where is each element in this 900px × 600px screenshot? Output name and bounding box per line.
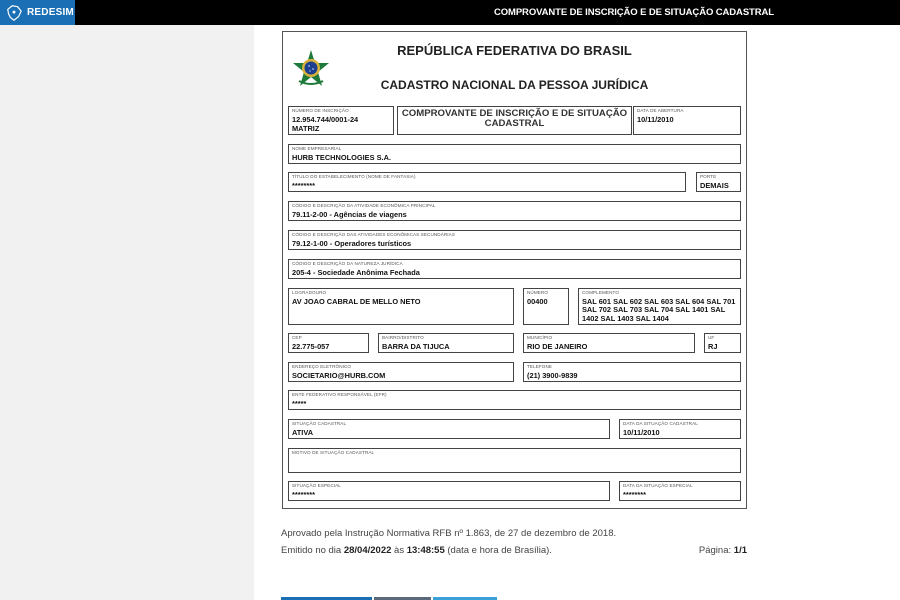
field-numero-inscricao: NÚMERO DE INSCRIÇÃO 12.954.744/0001-24 MATRIZ (288, 106, 394, 135)
field-natureza-juridica: CÓDIGO E DESCRIÇÃO DA NATUREZA JURÍDICA 205-4 - Sociedade Anônima Fechada (288, 259, 741, 279)
field-uf: UF RJ (704, 333, 741, 353)
top-bar (0, 0, 900, 25)
emitted-time: 13:48:55 (406, 545, 445, 556)
page-indicator: Página: 1/1 (698, 545, 747, 556)
field-situacao-cadastral: SITUAÇÃO CADASTRAL ATIVA (288, 419, 610, 439)
redesim-logo[interactable] (0, 0, 75, 25)
field-numero: NÚMERO 00400 (523, 288, 569, 325)
field-atividades-secundarias: CÓDIGO E DESCRIÇÃO DAS ATIVIDADES ECONÔMICAS SECUNDÁRIAS 79.12-1-00 - Operadores turísticos (288, 230, 741, 250)
field-data-situacao-especial: DATA DA SITUAÇÃO ESPECIAL ******** (619, 481, 741, 501)
heading-republic: REPÚBLICA FEDERATIVA DO BRASIL (397, 43, 632, 58)
field-nome-empresarial: NOME EMPRESARIAL HURB TECHNOLOGIES S.A. (288, 144, 741, 164)
field-complemento: COMPLEMENTO SAL 601 SAL 602 SAL 603 SAL 604 SAL 701 SAL 702 SAL 703 SAL 704 SAL 1401 SAL 1402 SAL 1403 SAL 1404 (578, 288, 741, 325)
field-cep: CEP 22.775-057 (288, 333, 369, 353)
emitted-date: 28/04/2022 (343, 545, 392, 556)
emitted-note: Emitido no dia 28/04/2022 às 13:48:55 (data e hora de Brasília). (281, 545, 552, 556)
field-titulo-estabelecimento: TÍTULO DO ESTABELECIMENTO (NOME DE FANTASIA) ******** (288, 172, 686, 192)
field-email: ENDEREÇO ELETRÔNICO SOCIETARIO@HURB.COM (288, 362, 514, 382)
field-situacao-especial: SITUAÇÃO ESPECIAL ******** (288, 481, 610, 501)
field-efr: ENTE FEDERATIVO RESPONSÁVEL (EFR) ***** (288, 390, 741, 410)
field-data-situacao-cadastral: DATA DA SITUAÇÃO CADASTRAL 10/11/2010 (619, 419, 741, 439)
heading-cnpj: CADASTRO NACIONAL DA PESSOA JURÍDICA (380, 78, 649, 92)
field-porte: PORTE DEMAIS (696, 172, 741, 192)
field-data-abertura: DATA DE ABERTURA 10/11/2010 (633, 106, 741, 135)
field-motivo-situacao: MOTIVO DE SITUAÇÃO CADASTRAL (288, 448, 741, 473)
brazil-map-icon (5, 4, 23, 22)
certificate-title: COMPROVANTE DE INSCRIÇÃO E DE SITUAÇÃO CADASTRAL (397, 106, 632, 135)
page-title: COMPROVANTE DE INSCRIÇÃO E DE SITUAÇÃO CADASTRAL (493, 7, 774, 18)
approval-note: Aprovado pela Instrução Normativa RFB nº 1.863, de 27 de dezembro de 2018. (281, 528, 617, 539)
brand-label: REDESIM (27, 7, 74, 18)
field-bairro: BAIRRO/DISTRITO BARRA DA TIJUCA (378, 333, 514, 353)
field-telefone: TELEFONE (21) 3900-9839 (523, 362, 741, 382)
field-atividade-principal: CÓDIGO E DESCRIÇÃO DA ATIVIDADE ECONÔMICA PRINCIPAL 79.11-2-00 - Agências de viagens (288, 201, 741, 221)
field-logradouro: LOGRADOURO AV JOAO CABRAL DE MELLO NETO (288, 288, 514, 325)
field-municipio: MUNICÍPIO RIO DE JANEIRO (523, 333, 695, 353)
